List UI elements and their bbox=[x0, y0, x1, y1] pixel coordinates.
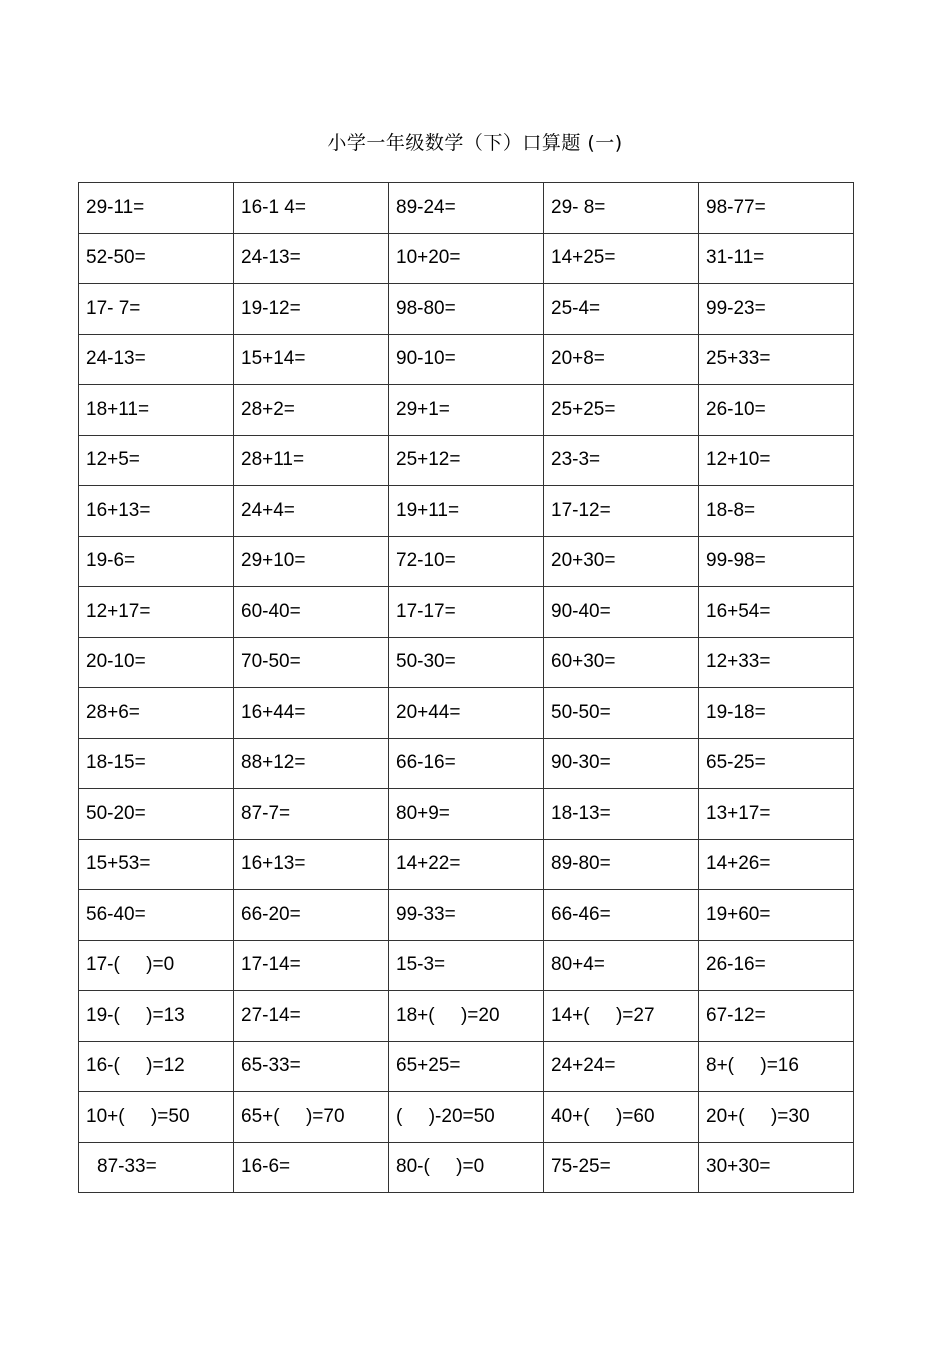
problem-cell: 12+17= bbox=[79, 587, 234, 638]
problem-cell: 15-3= bbox=[389, 940, 544, 991]
problem-cell: 26-16= bbox=[699, 940, 854, 991]
table-row bbox=[79, 486, 854, 537]
problem-cell: 25+25= bbox=[544, 385, 699, 436]
problem-cell: 18-15= bbox=[79, 738, 234, 789]
problem-cell: 16+54= bbox=[699, 587, 854, 638]
table-row bbox=[79, 839, 854, 890]
table-row bbox=[79, 435, 854, 486]
problem-cell: 19-( )=13 bbox=[79, 991, 234, 1042]
problem-cell: 29+1= bbox=[389, 385, 544, 436]
problem-cell: 31-11= bbox=[699, 233, 854, 284]
problem-cell: 10+( )=50 bbox=[79, 1092, 234, 1143]
problem-cell: 18+11= bbox=[79, 385, 234, 436]
problem-cell: 20+( )=30 bbox=[699, 1092, 854, 1143]
problem-cell: 20-10= bbox=[79, 637, 234, 688]
problem-cell: 24+4= bbox=[234, 486, 389, 537]
problem-cell: ( )-20=50 bbox=[389, 1092, 544, 1143]
problem-cell: 19+11= bbox=[389, 486, 544, 537]
problem-cell: 29- 8= bbox=[544, 183, 699, 234]
problem-cell: 26-10= bbox=[699, 385, 854, 436]
problem-cell: 66-16= bbox=[389, 738, 544, 789]
table-row bbox=[79, 1041, 854, 1092]
problem-cell: 87-33= bbox=[79, 1142, 234, 1193]
problem-cell: 99-98= bbox=[699, 536, 854, 587]
table-row bbox=[79, 334, 854, 385]
problem-cell: 88+12= bbox=[234, 738, 389, 789]
problem-cell: 40+( )=60 bbox=[544, 1092, 699, 1143]
table-row bbox=[79, 536, 854, 587]
problem-cell: 20+30= bbox=[544, 536, 699, 587]
problem-cell: 17-12= bbox=[544, 486, 699, 537]
problem-cell: 80+4= bbox=[544, 940, 699, 991]
problem-cell: 60-40= bbox=[234, 587, 389, 638]
problem-cell: 18+( )=20 bbox=[389, 991, 544, 1042]
table-row bbox=[79, 890, 854, 941]
problem-cell: 65-33= bbox=[234, 1041, 389, 1092]
problem-cell: 18-13= bbox=[544, 789, 699, 840]
problem-cell: 16+44= bbox=[234, 688, 389, 739]
problem-cell: 50-30= bbox=[389, 637, 544, 688]
problem-cell: 66-46= bbox=[544, 890, 699, 941]
problem-cell: 90-10= bbox=[389, 334, 544, 385]
table-row bbox=[79, 738, 854, 789]
problem-cell: 19+60= bbox=[699, 890, 854, 941]
problem-cell: 17-17= bbox=[389, 587, 544, 638]
table-row bbox=[79, 385, 854, 436]
problem-cell: 28+2= bbox=[234, 385, 389, 436]
problem-cell: 98-77= bbox=[699, 183, 854, 234]
problem-cell: 19-12= bbox=[234, 284, 389, 335]
problem-cell: 50-20= bbox=[79, 789, 234, 840]
problem-cell: 20+44= bbox=[389, 688, 544, 739]
problem-cell: 14+22= bbox=[389, 839, 544, 890]
problem-cell: 56-40= bbox=[79, 890, 234, 941]
table-row bbox=[79, 284, 854, 335]
problem-cell: 16+13= bbox=[79, 486, 234, 537]
problem-cell: 67-12= bbox=[699, 991, 854, 1042]
problem-cell: 17- 7= bbox=[79, 284, 234, 335]
table-row bbox=[79, 637, 854, 688]
problem-cell: 60+30= bbox=[544, 637, 699, 688]
problem-cell: 50-50= bbox=[544, 688, 699, 739]
problem-cell: 29-11= bbox=[79, 183, 234, 234]
problem-cell: 90-30= bbox=[544, 738, 699, 789]
problem-cell: 18-8= bbox=[699, 486, 854, 537]
problem-cell: 15+53= bbox=[79, 839, 234, 890]
table-row bbox=[79, 183, 854, 234]
problem-cell: 15+14= bbox=[234, 334, 389, 385]
problem-cell: 72-10= bbox=[389, 536, 544, 587]
problem-cell: 24-13= bbox=[79, 334, 234, 385]
table-row bbox=[79, 1142, 854, 1193]
problem-cell: 14+25= bbox=[544, 233, 699, 284]
problem-cell: 70-50= bbox=[234, 637, 389, 688]
table-row bbox=[79, 688, 854, 739]
problem-cell: 19-18= bbox=[699, 688, 854, 739]
problem-cell: 80-( )=0 bbox=[389, 1142, 544, 1193]
problem-cell: 16-( )=12 bbox=[79, 1041, 234, 1092]
problem-cell: 65+( )=70 bbox=[234, 1092, 389, 1143]
problem-cell: 12+33= bbox=[699, 637, 854, 688]
problem-cell: 25-4= bbox=[544, 284, 699, 335]
problem-cell: 99-23= bbox=[699, 284, 854, 335]
problem-cell: 24-13= bbox=[234, 233, 389, 284]
table-row bbox=[79, 789, 854, 840]
page-title: 小学一年级数学（下）口算题 (一) bbox=[327, 132, 623, 154]
problem-cell: 52-50= bbox=[79, 233, 234, 284]
problem-cell: 20+8= bbox=[544, 334, 699, 385]
problem-cell: 23-3= bbox=[544, 435, 699, 486]
problem-cell: 24+24= bbox=[544, 1041, 699, 1092]
problem-cell: 14+26= bbox=[699, 839, 854, 890]
problem-cell: 98-80= bbox=[389, 284, 544, 335]
problem-cell: 80+9= bbox=[389, 789, 544, 840]
problem-cell: 99-33= bbox=[389, 890, 544, 941]
problem-cell: 66-20= bbox=[234, 890, 389, 941]
arithmetic-table bbox=[78, 182, 854, 1193]
problem-cell: 16+13= bbox=[234, 839, 389, 890]
problem-cell: 30+30= bbox=[699, 1142, 854, 1193]
problem-cell: 89-80= bbox=[544, 839, 699, 890]
table-row bbox=[79, 587, 854, 638]
problem-cell: 25+33= bbox=[699, 334, 854, 385]
problem-cell: 65+25= bbox=[389, 1041, 544, 1092]
problem-cell: 90-40= bbox=[544, 587, 699, 638]
problem-cell: 8+( )=16 bbox=[699, 1041, 854, 1092]
problem-cell: 75-25= bbox=[544, 1142, 699, 1193]
problem-cell: 16-1 4= bbox=[234, 183, 389, 234]
table-row bbox=[79, 233, 854, 284]
problem-cell: 17-14= bbox=[234, 940, 389, 991]
problem-cell: 14+( )=27 bbox=[544, 991, 699, 1042]
table-row bbox=[79, 1092, 854, 1143]
problem-cell: 12+5= bbox=[79, 435, 234, 486]
problem-cell: 17-( )=0 bbox=[79, 940, 234, 991]
problem-cell: 10+20= bbox=[389, 233, 544, 284]
problem-cell: 29+10= bbox=[234, 536, 389, 587]
problem-cell: 13+17= bbox=[699, 789, 854, 840]
problem-cell: 16-6= bbox=[234, 1142, 389, 1193]
problem-cell: 65-25= bbox=[699, 738, 854, 789]
table-row bbox=[79, 940, 854, 991]
problem-cell: 89-24= bbox=[389, 183, 544, 234]
problem-cell: 19-6= bbox=[79, 536, 234, 587]
problem-cell: 27-14= bbox=[234, 991, 389, 1042]
problem-cell: 25+12= bbox=[389, 435, 544, 486]
problem-cell: 12+10= bbox=[699, 435, 854, 486]
problem-cell: 87-7= bbox=[234, 789, 389, 840]
problem-cell: 28+6= bbox=[79, 688, 234, 739]
table-row bbox=[79, 991, 854, 1042]
problem-cell: 28+11= bbox=[234, 435, 389, 486]
